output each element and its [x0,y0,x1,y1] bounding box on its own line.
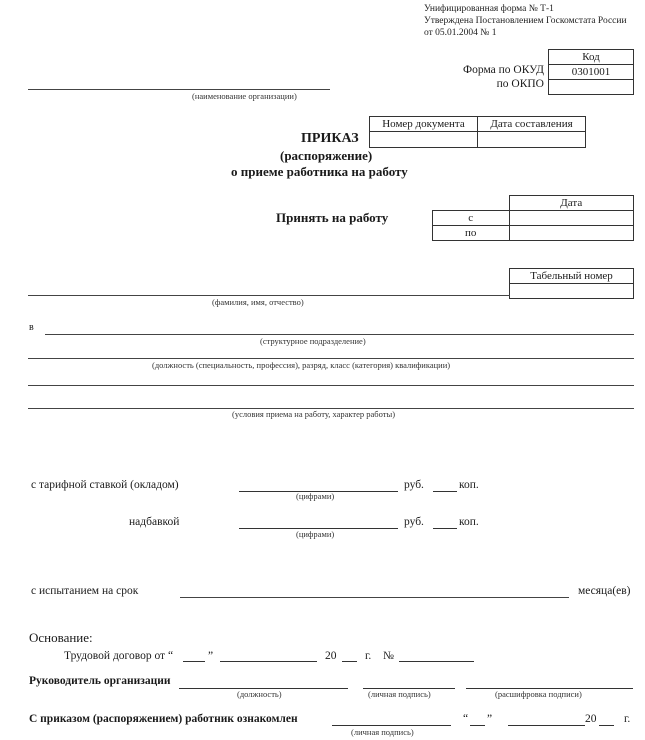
department-caption: (структурное подразделение) [260,336,366,346]
okpo-value[interactable] [549,80,634,95]
hire-from-value[interactable] [509,211,634,226]
bonus-digits-caption: (цифрами) [296,529,335,539]
organization-field[interactable] [28,89,330,90]
doc-number-value[interactable] [370,132,478,148]
tabnum-value[interactable] [510,284,634,299]
rate-rub-label: руб. [404,479,424,491]
basis-heading: Основание: [29,630,93,645]
form-header-line3: от 05.01.2004 № 1 [424,28,497,38]
bonus-kop-field[interactable] [433,528,457,529]
bonus-label: надбавкой [129,516,180,528]
okpo-label: по ОКПО [496,78,544,90]
contract-label: Трудовой договор от “ [64,650,174,662]
ack-year-field[interactable] [599,725,614,726]
hire-date-header: Дата [509,196,634,211]
hire-to-label: по [433,226,510,241]
probation-label: с испытанием на срок [31,585,139,597]
rate-label: с тарифной ставкой (окладом) [31,479,179,491]
bonus-kop-label: коп. [459,516,479,528]
hire-to-value[interactable] [509,226,634,241]
doc-number-header: Номер документа [370,117,478,132]
page-title: ПРИКАЗ [301,131,359,146]
director-signature-caption: (личная подпись) [368,689,431,699]
position-field[interactable] [28,358,634,359]
doc-date-value[interactable] [478,132,586,148]
employee-signature-caption: (личная подпись) [351,727,414,737]
contract-day-field[interactable] [183,661,205,662]
contract-year-prefix: 20 [325,650,337,662]
contract-quote-close: ” [208,650,214,662]
acknowledgement-label: С приказом (распоряжением) работник ознакомлен [29,713,298,725]
ack-quote-close: ” [487,713,493,725]
contract-number-field[interactable] [399,661,474,662]
form-header [424,3,627,39]
employee-signature-field[interactable] [332,725,451,726]
doc-date-header: Дата составления [478,117,586,132]
hire-from-label: с [433,211,510,226]
ack-quote-open: “ [463,713,469,725]
hire-label: Принять на работу [276,210,389,225]
employee-name-caption: (фамилия, имя, отчество) [212,297,304,307]
bonus-rub-label: руб. [404,516,424,528]
tabnum-table [509,268,634,299]
rate-kop-label: коп. [459,479,479,491]
probation-field[interactable] [180,597,569,598]
title-sub: (распоряжение) [280,148,373,163]
conditions-field-1[interactable] [28,385,634,386]
document-table [369,116,586,148]
form-header-line2: Утверждена Постановлением Госкомстата России [424,16,627,26]
director-label: Руководитель организации [29,675,171,687]
tabnum-header: Табельный номер [510,269,634,284]
contract-month-field[interactable] [220,661,317,662]
department-prefix: в [29,322,34,333]
ack-day-field[interactable] [470,725,485,726]
codes-header: Код [549,50,634,65]
contract-year-field[interactable] [342,661,357,662]
ack-year-prefix: 20 [585,713,597,725]
organization-caption: (наименование организации) [192,91,297,101]
hire-dates-table [432,195,634,241]
director-decoding-caption: (расшифровка подписи) [495,689,582,699]
title-subject: о приеме работника на работу [231,164,408,179]
director-position-caption: (должность) [237,689,282,699]
rate-kop-field[interactable] [433,491,457,492]
contract-year-suffix: г. [365,650,372,662]
conditions-caption: (условия приема на работу, характер работы) [232,409,396,419]
okud-label: Форма по ОКУД [463,64,544,76]
okud-value[interactable]: 0301001 [549,65,634,80]
rate-digits-caption: (цифрами) [296,491,335,501]
ack-month-field[interactable] [508,725,585,726]
department-field[interactable] [45,334,634,335]
codes-table [548,49,634,95]
probation-unit: месяца(ев) [578,585,631,597]
contract-number-label: № [383,650,394,662]
form-header-line1: Унифицированная форма № Т-1 [424,4,554,14]
ack-year-suffix: г. [624,713,631,725]
employee-name-field[interactable] [28,295,510,296]
position-caption: (должность (специальность, профессия), разряд, класс (категория) квалификации) [152,360,451,370]
